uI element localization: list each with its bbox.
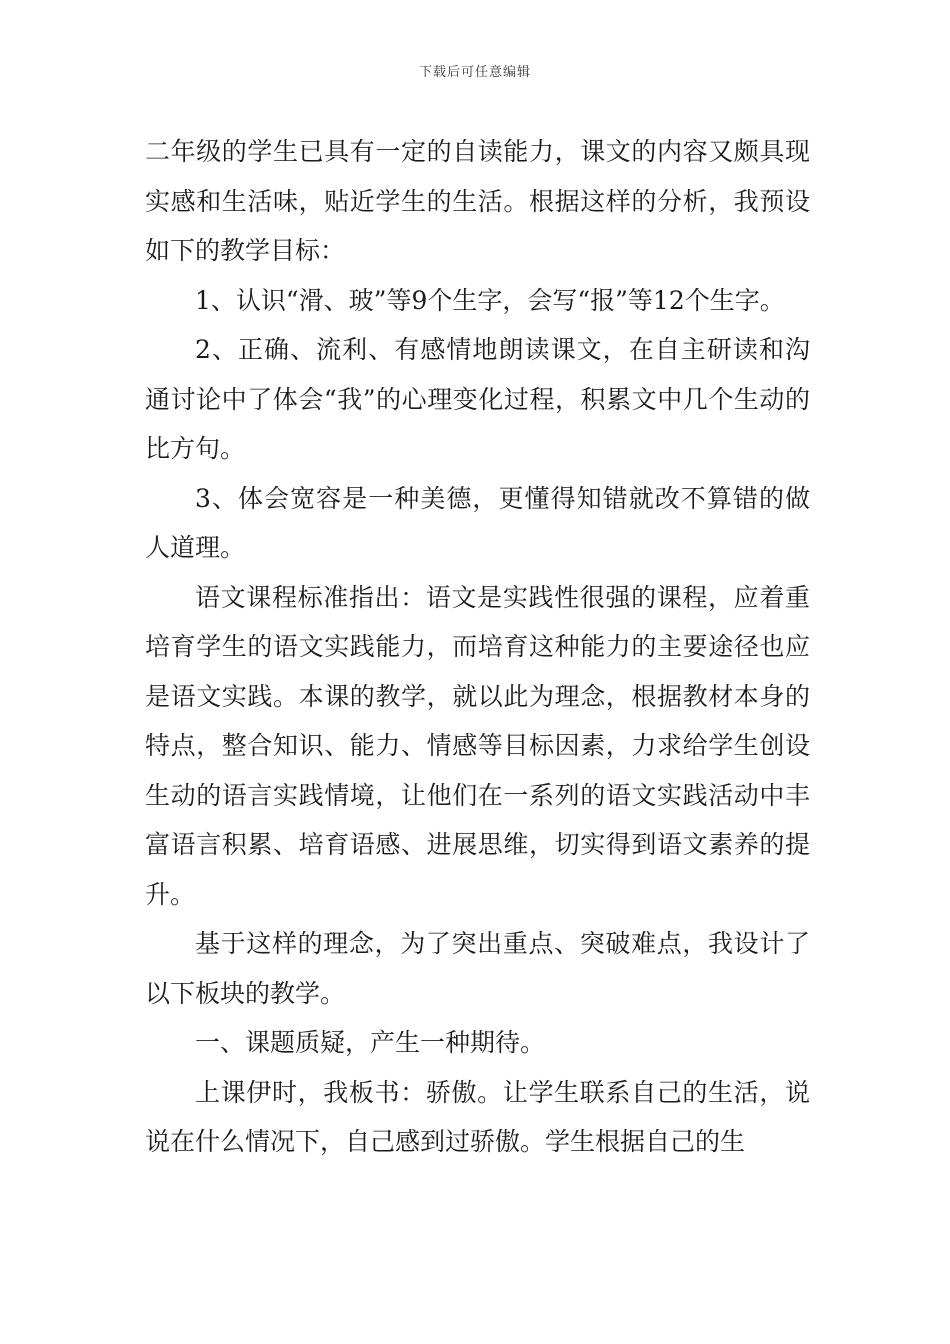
document-body <box>145 127 810 1167</box>
section-heading-1: 一、课题质疑，产生一种期待。 <box>195 1028 546 1057</box>
page-header-note: 下载后可任意编辑 <box>418 65 531 80</box>
paragraph-intro: 二年级的学生已具有一定的自读能力，课文的内容又颇具现实感和生活味，贴近学生的生活。根据这样的分析，我预设如下的教学目标： <box>145 137 810 265</box>
paragraph-design: 基于这样的理念，为了突出重点、突破难点，我设计了以下板块的教学。 <box>145 929 810 1008</box>
paragraph-curriculum-standard: 语文课程标准指出：语文是实践性很强的课程，应着重培育学生的语文实践能力，而培育这种能力的主要途径也应是语文实践。本课的教学，就以此为理念，根据教材本身的特点，整合知识、能力、情感等目标因素，力求给学生创设生动的语言实践情境，让他们在一系列的语文实践活动中丰富语言积累、培育语感、进展思维，切实得到语文素养的提升。 <box>145 582 810 909</box>
paragraph-lesson-start: 上课伊时，我板书：骄傲。让学生联系自己的生活，说说在什么情况下，自己感到过骄傲。学生根据自己的生 <box>145 1077 810 1156</box>
paragraph-goal-3: 3、体会宽容是一种美德，更懂得知错就改不算错的做人道理。 <box>145 483 810 562</box>
paragraph-goal-2: 2、正确、流利、有感情地朗读课文，在自主研读和沟通讨论中了体会“我”的心理变化过程，积累文中几个生动的比方句。 <box>145 335 810 463</box>
paragraph-goal-1: 1、认识“滑、玻”等9个生字，会写“报”等12个生字。 <box>195 285 785 315</box>
